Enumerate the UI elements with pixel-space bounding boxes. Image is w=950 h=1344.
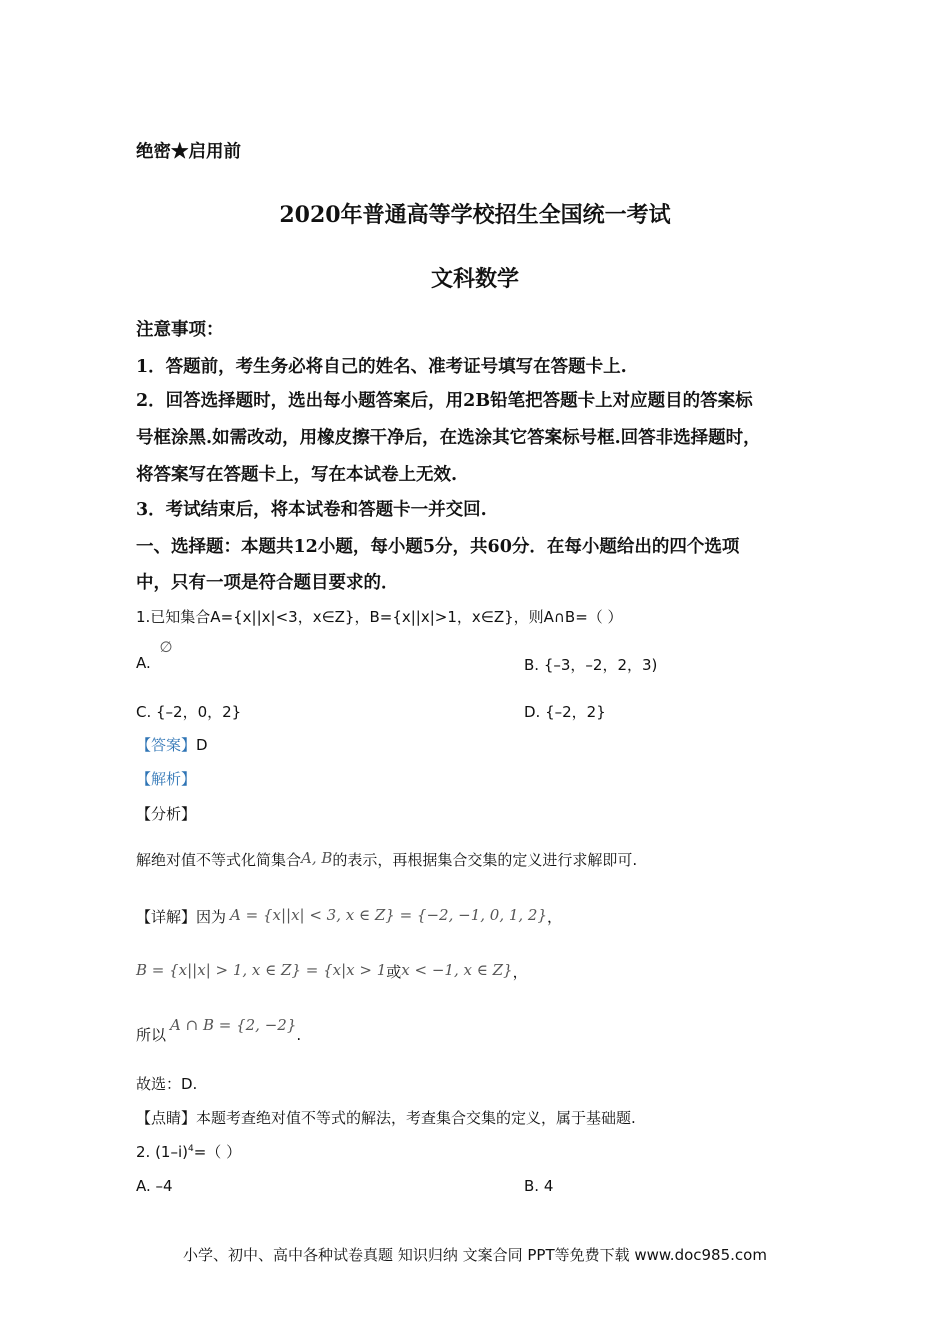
fenxi-text: 解绝对值不等式化简集合A, B的表示，再根据集合交集的定义进行求解即可.	[136, 849, 638, 869]
q1-option-b: B. {–3，–2，2，3)	[524, 656, 658, 674]
note-1: 1．答题前，考生务必将自己的姓名、准考证号填写在答题卡上.	[136, 357, 627, 377]
q2-option-b: B. 4	[524, 1177, 554, 1195]
choose-line: 故选：D.	[136, 1075, 198, 1093]
intersection-formula: A ∩ B = {2, −2}	[170, 1016, 297, 1034]
secret-label: 绝密★启用前	[136, 142, 241, 162]
answer-line	[136, 734, 208, 755]
section-heading-line2: 中，只有一项是符合题目要求的．	[136, 573, 399, 593]
q1-option-d: D. {–2，2}	[524, 703, 606, 721]
note-2-line3: 将答案写在答题卡上，写在本试卷上无效.	[136, 465, 458, 485]
dianjing-line: 【点睛】本题考查绝对值不等式的解法，考查集合交集的定义，属于基础题.	[136, 1109, 636, 1127]
page-footer: 小学、初中、高中各种试卷真题 知识归纳 文案合同 PPT等免费下载 www.doc985.com	[183, 1246, 767, 1264]
fenxi-math: A, B	[301, 849, 333, 867]
section-heading-line1: 一、选择题：本题共12小题，每小题5分，共60分．在每小题给出的四个选项	[136, 537, 740, 557]
answer-value: D	[196, 736, 208, 754]
empty-set-symbol: ∅	[159, 638, 173, 656]
q2-stem: 2. $(1-i)^4=$（ ）	[136, 1143, 242, 1161]
q1-option-c: C. {–2，0，2}	[136, 703, 242, 721]
exam-subtitle: 文科数学	[430, 266, 519, 292]
analysis-tag: 【解析】	[136, 770, 197, 788]
set-b-formula-b: x < −1, x ∈ Z}	[401, 961, 513, 979]
note-3: 3．考试结束后，将本试卷和答题卡一并交回.	[136, 500, 487, 520]
q1-option-a-label: A.	[136, 654, 151, 672]
note-2-line1: 2．回答选择题时，选出每小题答案后，用2B铅笔把答题卡上对应题目的答案标	[136, 391, 753, 411]
set-b-formula-a: B = {x||x| > 1, x ∈ Z} = {x|x > 1	[136, 961, 387, 979]
note-2-line2: 号框涂黑.如需改动，用橡皮擦干净后，在选涂其它答案标号框.回答非选择题时，	[136, 428, 761, 448]
detail-tag: 【详解】因为	[136, 908, 227, 926]
or-word: 或	[386, 963, 402, 981]
set-a-formula: A = {x||x| < 3, x ∈ Z} = {−2, −1, 0, 1, 2}	[230, 906, 548, 924]
q1-stem: 1.已知集合A={x||x|<3，x∈Z}，B={x||x|>1，x∈Z}，则A∩B=（ ）	[136, 608, 623, 626]
detail-line2: B = {x||x| > 1, x ∈ Z} = {x|x > 1或x < −1, x ∈ Z}，	[136, 961, 528, 981]
q2-option-a: A. –4	[136, 1177, 173, 1195]
q1-option-a	[136, 638, 173, 672]
exam-title: 2020年普通高等学校招生全国统一考试	[279, 202, 671, 228]
so-line: 所以A ∩ B = {2, −2}.	[136, 1016, 302, 1044]
exponent: 4	[188, 1144, 194, 1154]
fenxi-tag: 【分析】	[136, 805, 197, 823]
detail-line1: 【详解】因为 A = {x||x| < 3, x ∈ Z} = {−2, −1, 0, 1, 2}，	[136, 906, 563, 926]
notes-heading: 注意事项：	[136, 320, 224, 340]
answer-tag: 【答案】	[136, 736, 197, 754]
